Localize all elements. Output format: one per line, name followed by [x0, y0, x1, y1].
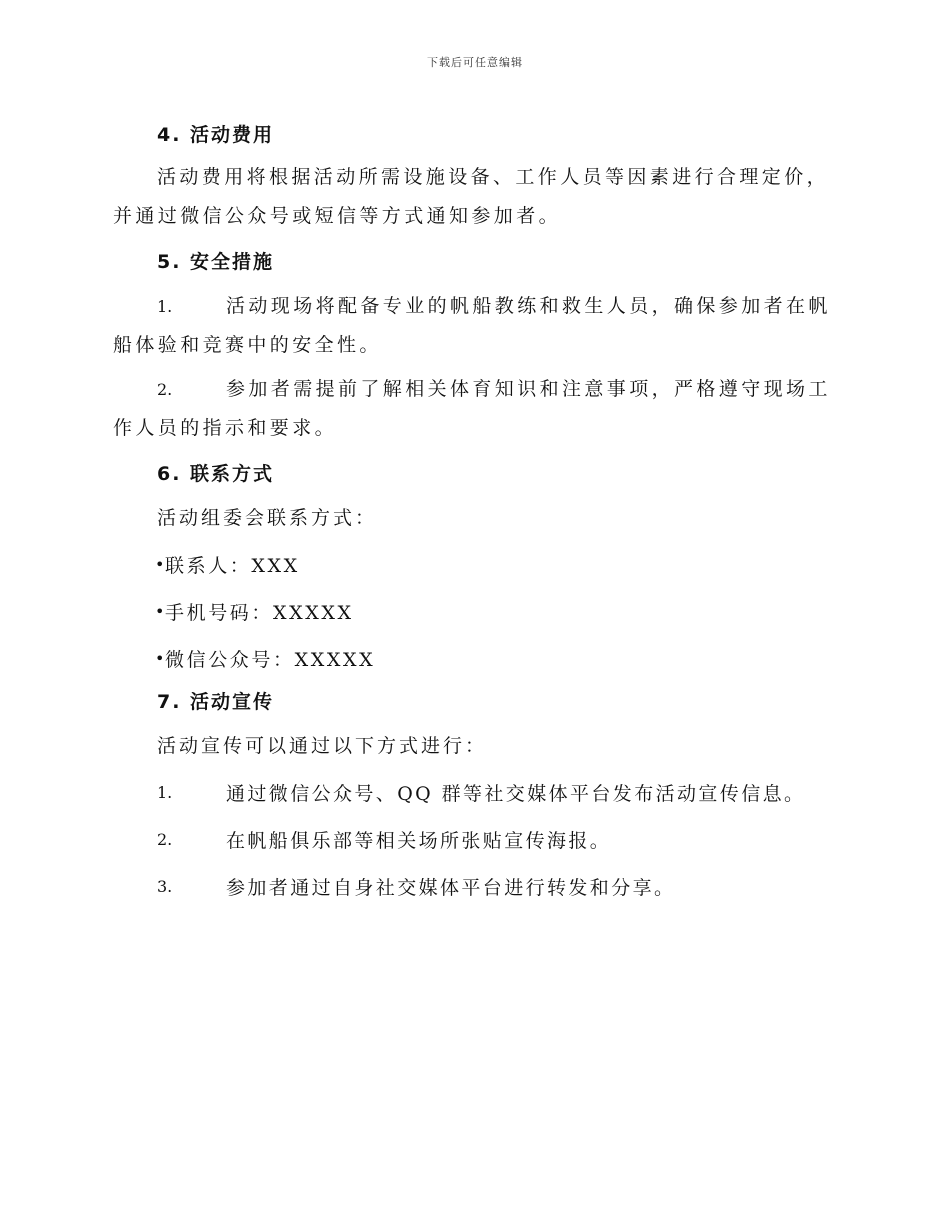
bullet-icon: • [155, 602, 168, 621]
contact-item [111, 541, 833, 588]
safety-item [113, 287, 833, 365]
header-note: 下载后可任意编辑 [427, 56, 523, 69]
safety-item-number: 1. [157, 297, 173, 316]
promotion-item-text: 参加者通过自身社交媒体平台进行转发和分享。 [226, 877, 676, 899]
safety-item [113, 370, 833, 448]
section-heading-contact: 6. 联系方式 [157, 463, 275, 485]
promotion-item-text: 通过微信公众号、QQ 群等社交媒体平台发布活动宣传信息。 [226, 783, 806, 805]
contact-item-text: 手机号码：XXXXX [165, 602, 354, 624]
contact-item-text: 微信公众号：XXXXX [165, 649, 376, 671]
promotion-item-number: 1. [157, 783, 173, 802]
contact-intro: 活动组委会联系方式： [157, 506, 378, 529]
contact-item [111, 635, 833, 682]
promotion-item [113, 816, 833, 863]
bullet-icon: • [155, 555, 168, 574]
promotion-intro: 活动宣传可以通过以下方式进行： [157, 734, 488, 757]
safety-item-number: 2. [157, 380, 173, 399]
promotion-item [113, 769, 833, 816]
contact-item [111, 588, 833, 635]
bullet-icon: • [155, 649, 168, 668]
safety-item-text: 活动现场将配备专业的帆船教练和救生人员，确保参加者在帆船体验和竞赛中的安全性。 [113, 295, 831, 356]
promotion-item [113, 863, 833, 910]
section-heading-fees: 4. 活动费用 [157, 124, 275, 146]
promotion-item-number: 3. [157, 877, 173, 896]
section-heading-promotion: 7. 活动宣传 [157, 691, 275, 713]
fees-paragraph: 活动费用将根据活动所需设施设备、工作人员等因素进行合理定价，并通过微信公众号或短信等方式通知参加者。 [113, 166, 830, 227]
safety-item-text: 参加者需提前了解相关体育知识和注意事项，严格遵守现场工作人员的指示和要求。 [113, 378, 831, 439]
contact-item-text: 联系人：XXX [165, 555, 300, 577]
section-heading-safety: 5. 安全措施 [157, 251, 275, 273]
promotion-item-number: 2. [157, 830, 173, 849]
document-body [113, 110, 833, 910]
promotion-item-text: 在帆船俱乐部等相关场所张贴宣传海报。 [226, 830, 612, 852]
